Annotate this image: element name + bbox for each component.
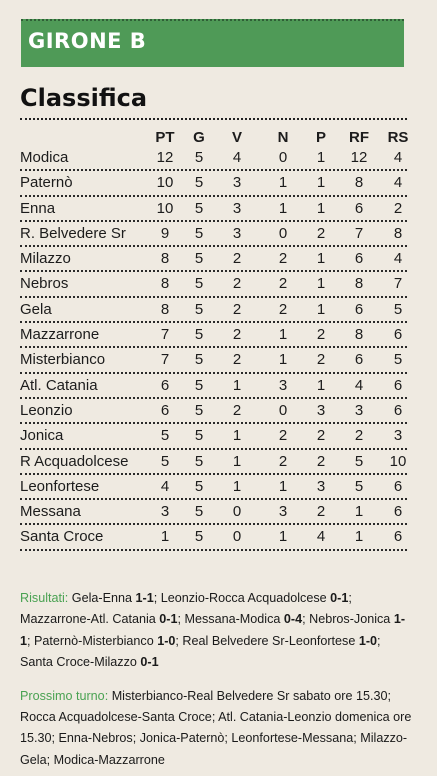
- cell-v: 1: [232, 427, 242, 445]
- cell-v: 3: [232, 174, 242, 192]
- cell-g: 5: [194, 351, 204, 369]
- cell-rf: 6: [354, 199, 364, 217]
- standings-title: Classifica: [20, 84, 148, 112]
- next-round-text: Misterbianco-Real Belvedere Sr sabato ore 15.30; Rocca Acquadolcese-Santa Croce; Atl. Catania-Leonzio domenica ore 15.30; Enna-Nebros; Jonica-Paternò; Leonfortese-Messana; Milazzo-Gela; Modica-Mazzarrone: [20, 688, 412, 767]
- cell-g: 5: [194, 300, 204, 318]
- table-row: [20, 323, 407, 348]
- table-row: [20, 247, 407, 272]
- result-score: 0-1: [140, 655, 159, 670]
- cell-pt: 10: [156, 199, 174, 217]
- cell-pt: 4: [160, 477, 170, 495]
- cell-v: 1: [232, 376, 242, 394]
- group-title: GIRONE B: [28, 29, 147, 53]
- cell-rs: 5: [393, 351, 403, 369]
- cell-g: 5: [194, 250, 204, 268]
- cell-v: 1: [232, 452, 242, 470]
- cell-g: 5: [194, 149, 204, 166]
- title-divider: [20, 118, 407, 120]
- team-name: Santa Croce: [20, 528, 104, 546]
- table-header-row: [20, 126, 407, 146]
- cell-rf: 5: [354, 477, 364, 495]
- cell-p: 1: [316, 149, 326, 166]
- section-header-banner: [21, 19, 404, 67]
- cell-g: 5: [194, 275, 204, 293]
- result-match: Mazzarrone-Atl. Catania: [20, 612, 156, 627]
- cell-n: 3: [278, 376, 288, 394]
- result-score: 1-0: [157, 633, 176, 648]
- team-name: Enna: [20, 199, 56, 217]
- cell-rs: 6: [393, 528, 403, 546]
- results-list: Gela-Enna 1-1; Leonzio-Rocca Acquadolcese 0-1; Mazzarrone-Atl. Catania 0-1; Messana-Modica 0-4; Nebros-Jonica 1-1; Paternò-Misterbianco 1-0; Real Belvedere Sr-Leonfortese 1-0; Santa Croce-Milazzo 0-1: [20, 591, 406, 670]
- team-name: Leonfortese: [20, 477, 100, 495]
- cell-p: 1: [316, 250, 326, 268]
- cell-rf: 6: [354, 351, 364, 369]
- results-label: Risultati:: [20, 591, 69, 605]
- cell-p: 2: [316, 326, 326, 344]
- cell-v: 2: [232, 250, 242, 268]
- cell-p: 1: [316, 275, 326, 293]
- cell-n: 2: [278, 275, 288, 293]
- cell-pt: 12: [156, 149, 174, 166]
- cell-rs: 6: [393, 503, 403, 521]
- cell-v: 2: [232, 300, 242, 318]
- cell-p: 1: [316, 174, 326, 192]
- next-round-label: Prossimo turno:: [20, 688, 109, 703]
- cell-rf: 4: [354, 376, 364, 394]
- cell-n: 1: [278, 528, 288, 546]
- result-score: 1-1: [20, 612, 406, 648]
- cell-g: 5: [194, 452, 204, 470]
- cell-rs: 10: [389, 452, 407, 470]
- result-score: 1-0: [358, 633, 378, 648]
- column-header-pt: PT: [155, 129, 175, 146]
- cell-p: 2: [316, 452, 326, 470]
- team-name: Modica: [20, 149, 69, 166]
- cell-pt: 9: [160, 224, 170, 242]
- cell-n: 2: [278, 452, 288, 470]
- cell-n: 3: [278, 503, 288, 521]
- table-row: [20, 500, 407, 525]
- cell-n: 2: [278, 250, 288, 268]
- table-row: [20, 146, 407, 171]
- cell-pt: 5: [160, 427, 170, 445]
- next-round-paragraph: [20, 686, 412, 772]
- cell-g: 5: [194, 199, 204, 217]
- cell-g: 5: [194, 326, 204, 344]
- cell-v: 0: [232, 503, 242, 521]
- result-match: Santa Croce-Milazzo: [20, 655, 137, 670]
- cell-n: 0: [278, 224, 288, 242]
- cell-n: 1: [278, 174, 288, 192]
- team-name: Mazzarrone: [20, 326, 100, 344]
- cell-rs: 5: [393, 300, 403, 318]
- standings-table: [20, 126, 407, 551]
- result-match: Gela-Enna: [71, 591, 133, 605]
- cell-pt: 6: [160, 376, 170, 394]
- team-name: R. Belvedere Sr: [20, 224, 126, 242]
- cell-rs: 8: [393, 224, 403, 242]
- cell-v: 2: [232, 351, 242, 369]
- cell-g: 5: [194, 503, 204, 521]
- result-score: 0-4: [283, 612, 303, 627]
- team-name: Milazzo: [20, 250, 71, 268]
- cell-rf: 8: [354, 174, 364, 192]
- cell-pt: 5: [160, 452, 170, 470]
- cell-g: 5: [194, 376, 204, 394]
- cell-p: 4: [316, 528, 326, 546]
- team-name: Misterbianco: [20, 351, 106, 369]
- cell-p: 1: [316, 376, 326, 394]
- team-name: Nebros: [20, 275, 69, 293]
- cell-v: 0: [232, 528, 242, 546]
- table-row: [20, 450, 407, 475]
- cell-pt: 7: [160, 351, 170, 369]
- result-match: Messana-Modica: [184, 612, 281, 627]
- cell-rs: 6: [393, 401, 403, 419]
- cell-p: 1: [316, 300, 326, 318]
- cell-g: 5: [194, 477, 204, 495]
- cell-v: 2: [232, 326, 242, 344]
- cell-rf: 7: [354, 224, 364, 242]
- cell-p: 2: [316, 427, 326, 445]
- results-paragraph: [20, 588, 412, 674]
- result-match: Nebros-Jonica: [309, 612, 391, 627]
- column-header-rs: RS: [387, 129, 409, 146]
- cell-rf: 6: [354, 250, 364, 268]
- cell-rs: 3: [393, 427, 403, 445]
- cell-rs: 7: [393, 275, 403, 293]
- cell-rf: 8: [354, 275, 364, 293]
- table-row: [20, 348, 407, 373]
- cell-v: 2: [232, 275, 242, 293]
- cell-p: 2: [316, 351, 326, 369]
- cell-p: 2: [316, 503, 326, 521]
- cell-n: 0: [278, 149, 288, 166]
- cell-rs: 4: [393, 250, 403, 268]
- cell-n: 2: [278, 427, 288, 445]
- table-row: [20, 525, 407, 550]
- result-score: 1-1: [135, 591, 154, 605]
- table-row: [20, 424, 407, 449]
- result-match: Paternò-Misterbianco: [34, 633, 154, 648]
- team-name: R Acquadolcese: [20, 452, 129, 470]
- cell-p: 2: [316, 224, 326, 242]
- result-match: Leonzio-Rocca Acquadolcese: [160, 591, 327, 605]
- cell-n: 2: [278, 300, 288, 318]
- cell-g: 5: [194, 401, 204, 419]
- cell-v: 3: [232, 199, 242, 217]
- cell-g: 5: [194, 427, 204, 445]
- match-notes: [20, 588, 412, 771]
- cell-rs: 6: [393, 477, 403, 495]
- result-match: Real Belvedere Sr-Leonfortese: [182, 633, 356, 648]
- cell-p: 3: [316, 477, 326, 495]
- table-row: [20, 399, 407, 424]
- column-header-g: G: [193, 129, 205, 146]
- cell-n: 1: [278, 477, 288, 495]
- result-score: 0-1: [159, 612, 178, 627]
- column-header-v: V: [231, 129, 242, 146]
- table-row: [20, 197, 407, 222]
- column-header-rf: RF: [349, 129, 369, 146]
- table-body: [20, 146, 407, 551]
- cell-v: 2: [232, 401, 242, 419]
- cell-v: 1: [232, 477, 242, 495]
- team-name: Paternò: [20, 174, 73, 192]
- cell-n: 1: [278, 199, 288, 217]
- cell-pt: 1: [160, 528, 170, 546]
- cell-pt: 10: [156, 174, 174, 192]
- cell-rs: 6: [393, 326, 403, 344]
- cell-n: 1: [278, 351, 288, 369]
- cell-rf: 1: [354, 528, 364, 546]
- table-row: [20, 222, 407, 247]
- column-header-p: P: [315, 129, 326, 146]
- cell-v: 3: [232, 224, 242, 242]
- team-name: Gela: [20, 300, 52, 318]
- table-row: [20, 475, 407, 500]
- cell-g: 5: [194, 528, 204, 546]
- cell-pt: 8: [160, 250, 170, 268]
- cell-rf: 6: [354, 300, 364, 318]
- cell-n: 0: [278, 401, 288, 419]
- column-header-n: N: [277, 129, 289, 146]
- table-row: [20, 298, 407, 323]
- team-name: Leonzio: [20, 401, 73, 419]
- cell-rf: 12: [350, 149, 368, 166]
- cell-g: 5: [194, 174, 204, 192]
- cell-pt: 3: [160, 503, 170, 521]
- cell-rs: 4: [393, 149, 403, 166]
- cell-rf: 8: [354, 326, 364, 344]
- cell-rf: 1: [354, 503, 364, 521]
- cell-p: 3: [316, 401, 326, 419]
- cell-p: 1: [316, 199, 326, 217]
- cell-v: 4: [232, 149, 242, 166]
- team-name: Atl. Catania: [20, 376, 98, 394]
- cell-n: 1: [278, 326, 288, 344]
- table-row: [20, 272, 407, 297]
- cell-rf: 5: [354, 452, 364, 470]
- cell-pt: 6: [160, 401, 170, 419]
- table-row: [20, 374, 407, 399]
- team-name: Messana: [20, 503, 81, 521]
- cell-rs: 6: [393, 376, 403, 394]
- cell-rf: 3: [354, 401, 364, 419]
- cell-rf: 2: [354, 427, 364, 445]
- result-score: 0-1: [330, 591, 349, 605]
- team-name: Jonica: [20, 427, 64, 445]
- cell-pt: 8: [160, 275, 170, 293]
- cell-pt: 7: [160, 326, 170, 344]
- cell-pt: 8: [160, 300, 170, 318]
- table-row: [20, 171, 407, 196]
- cell-rs: 4: [393, 174, 403, 192]
- cell-g: 5: [194, 224, 204, 242]
- cell-rs: 2: [393, 199, 403, 217]
